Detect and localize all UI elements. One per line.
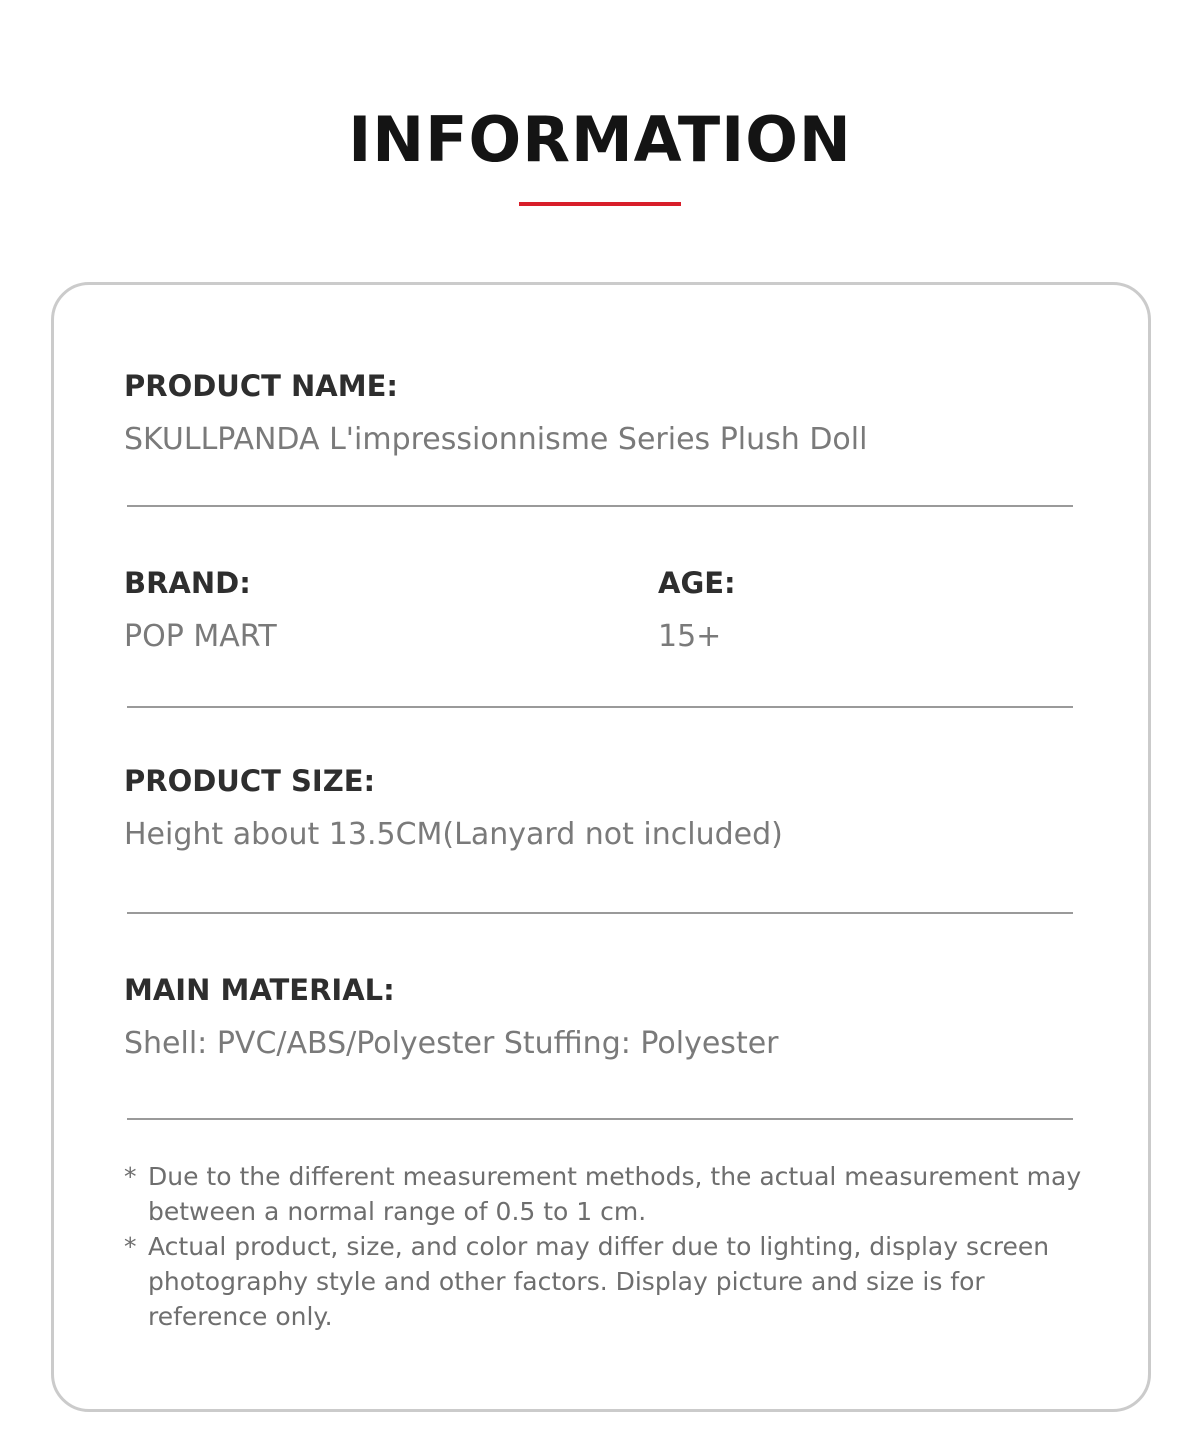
asterisk-icon: *	[124, 1232, 137, 1261]
divider	[127, 912, 1073, 914]
disclaimer-note	[124, 1229, 1094, 1334]
product-name-label: PRODUCT NAME:	[124, 369, 398, 403]
asterisk-icon: *	[124, 1162, 137, 1191]
brand-label: BRAND:	[124, 566, 251, 600]
disclaimer-note-text: Due to the different measurement methods, the actual measurement may between a normal range of 0.5 to 1 cm.	[148, 1162, 1082, 1226]
divider	[127, 1118, 1073, 1120]
product-name-value: SKULLPANDA L'impressionnisme Series Plush Doll	[124, 422, 868, 457]
divider	[127, 706, 1073, 708]
product-size-value: Height about 13.5CM(Lanyard not included)	[124, 817, 783, 852]
brand-value: POP MART	[124, 619, 277, 654]
disclaimer-note	[124, 1159, 1094, 1229]
info-card	[51, 282, 1151, 1412]
main-material-label: MAIN MATERIAL:	[124, 973, 395, 1007]
product-size-label: PRODUCT SIZE:	[124, 764, 376, 798]
disclaimer-note-text: Actual product, size, and color may differ due to lighting, display screen photography style and other factors. Display picture and size is for reference only.	[148, 1232, 1050, 1331]
disclaimer-notes	[124, 1159, 1094, 1334]
age-label: AGE:	[658, 566, 736, 600]
divider	[127, 505, 1073, 507]
main-material-value: Shell: PVC/ABS/Polyester Stuffing: Polyester	[124, 1026, 779, 1061]
age-value: 15+	[658, 619, 722, 654]
title-underline	[519, 202, 681, 206]
page-title: INFORMATION	[348, 103, 852, 176]
